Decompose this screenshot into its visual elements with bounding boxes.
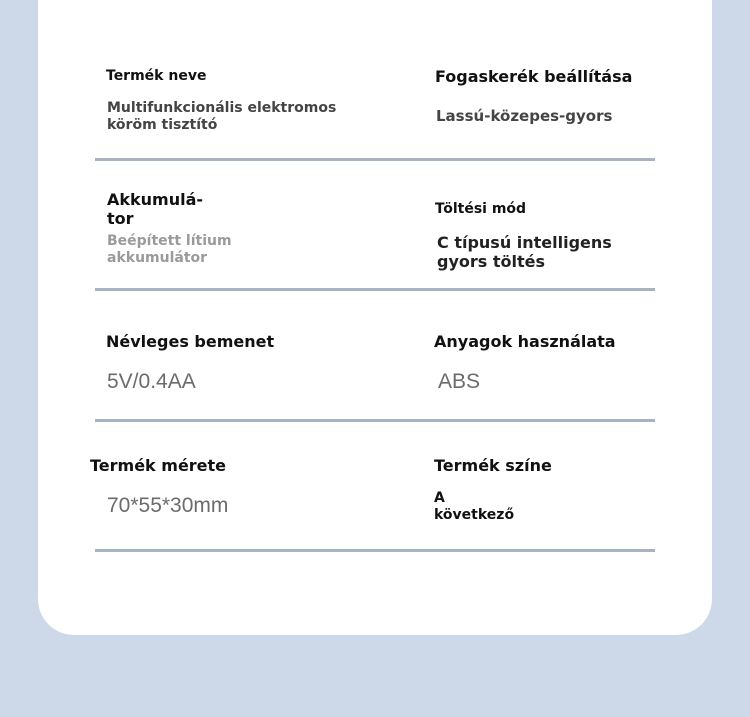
spec-label-gear-setting: Fogaskerék beállítása xyxy=(435,67,633,86)
spec-label-battery: Akkumulá-tor xyxy=(107,190,204,228)
divider xyxy=(95,419,655,422)
spec-label-product-name: Termék neve xyxy=(106,68,207,84)
spec-value-charging-mode: C típusú intelligens gyors töltés xyxy=(437,233,612,271)
divider xyxy=(95,549,655,552)
spec-value-rated-input: 5V/0.4AA xyxy=(107,370,196,393)
spec-label-materials: Anyagok használata xyxy=(434,332,616,351)
spec-value-gear-setting: Lassú-közepes-gyors xyxy=(436,107,613,125)
spec-label-charging-mode: Töltési mód xyxy=(435,201,527,217)
spec-label-product-color: Termék színe xyxy=(434,456,552,475)
spec-card xyxy=(38,0,712,635)
spec-value-product-color: A következő xyxy=(434,490,515,523)
spec-label-product-size: Termék mérete xyxy=(90,456,227,475)
spec-value-materials: ABS xyxy=(438,370,481,393)
divider xyxy=(95,288,655,291)
spec-value-product-name: Multifunkcionális elektromos köröm tisztító xyxy=(107,100,337,133)
spec-label-rated-input: Névleges bemenet xyxy=(106,332,275,351)
divider xyxy=(95,158,655,161)
spec-value-battery: Beépített lítium akkumulátor xyxy=(107,233,232,266)
spec-value-product-size: 70*55*30mm xyxy=(107,494,229,517)
